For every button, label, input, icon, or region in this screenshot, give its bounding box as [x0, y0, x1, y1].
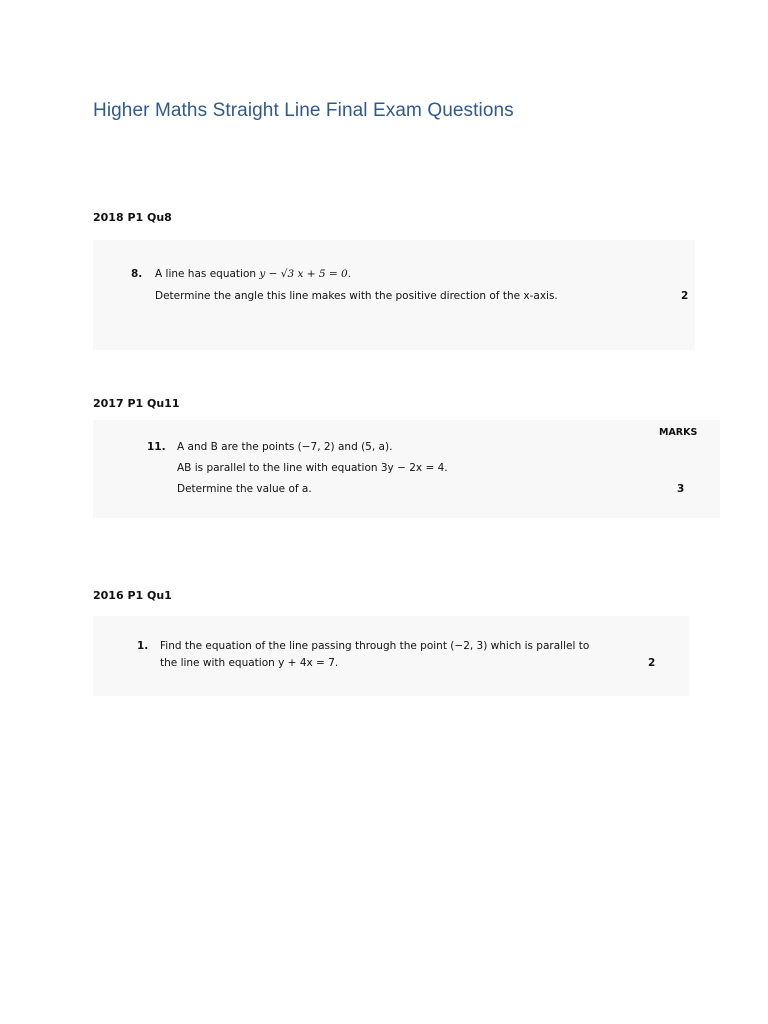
question-text: A line has equation: [155, 268, 257, 280]
question-heading-2017: 2017 P1 Qu11: [93, 397, 180, 410]
question-text-line-1: Find the equation of the line passing through the point (−2, 3) which is parallel to: [160, 640, 590, 652]
marks-value: 2: [648, 657, 656, 669]
document-title: Higher Maths Straight Line Final Exam Questions: [93, 100, 514, 121]
question-number: 8.: [131, 268, 143, 280]
question-text-line-2: AB is parallel to the line with equation 3y − 2x = 4.: [177, 462, 448, 474]
question-text-line-1: [155, 268, 351, 280]
marks-value: 2: [681, 290, 689, 302]
question-heading-2018: 2018 P1 Qu8: [93, 211, 172, 224]
question-text-line-3: Determine the value of a.: [177, 483, 312, 495]
question-number: 11.: [147, 441, 166, 453]
question-text-line-2: Determine the angle this line makes with the positive direction of the x-axis.: [155, 290, 558, 302]
marks-column-header: MARKS: [659, 427, 698, 438]
question-text-line-2: the line with equation y + 4x = 7.: [160, 657, 339, 669]
question-number: 1.: [137, 640, 149, 652]
question-panel-2016: [93, 616, 689, 696]
question-text-line-1: A and B are the points (−7, 2) and (5, a).: [177, 441, 393, 453]
question-heading-2016: 2016 P1 Qu1: [93, 589, 172, 602]
marks-value: 3: [677, 483, 685, 495]
question-panel-2017: [93, 420, 720, 518]
question-panel-2018: [93, 240, 695, 350]
equation: y − √3 x + 5 = 0.: [259, 268, 352, 280]
